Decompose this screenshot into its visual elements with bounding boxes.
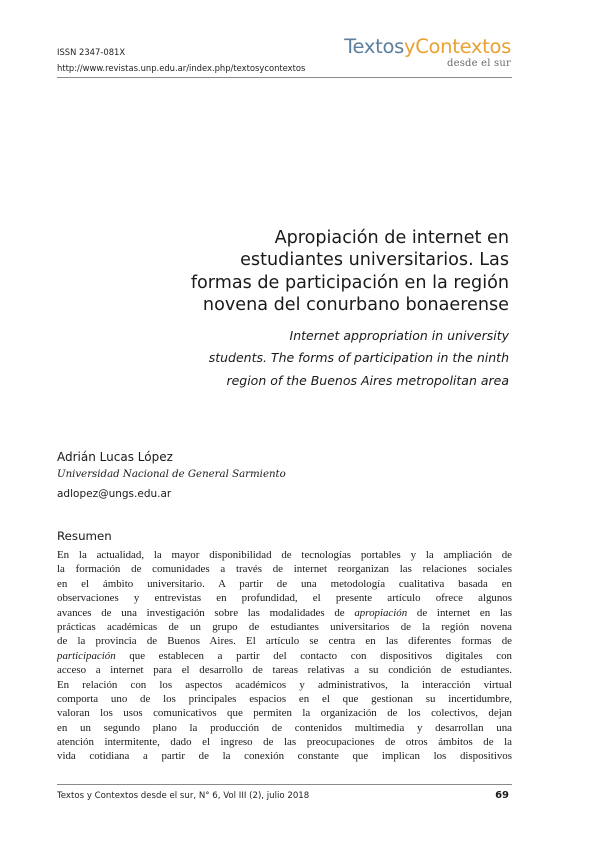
abstract-text: acceso a internet para el desarrollo de tareas relativas a su condición de estudiantes. — [57, 664, 512, 677]
abstract-text: que establecen a partir del contacto con dispositivos digitales con — [115, 649, 512, 662]
abstract-line — [57, 749, 512, 763]
abstract-heading: Resumen — [57, 529, 112, 543]
abstract-line — [57, 591, 512, 605]
abstract-text: vida cotidiana a partir de la conexión constante que implican los dispositivos — [57, 750, 512, 763]
title-en-line: region of the Buenos Aires metropolitan area — [226, 372, 509, 388]
abstract-line — [57, 548, 512, 562]
abstract-text: la formación de comunidades a través de internet reorganizan las relaciones sociales — [57, 563, 512, 576]
abstract-line — [57, 663, 512, 677]
abstract-text: prácticas académicas de un grupo de estudiantes universitarios de la región novena — [57, 620, 512, 633]
abstract-line — [57, 649, 512, 663]
abstract-text: En la actualidad, la mayor disponibilidad de tecnologías portables y la ampliación de — [57, 549, 512, 561]
abstract-emphasis: participación — [57, 649, 116, 662]
title-en-line: Internet appropriation in university — [289, 328, 509, 343]
issn: ISSN 2347-081X — [57, 47, 126, 57]
title-line: estudiantes universitarios. Las — [240, 250, 509, 271]
abstract-text: en un segundo plano la producción de contenidos multimedia y desarrollan una — [57, 721, 512, 734]
page-number: 69 — [495, 790, 509, 801]
abstract-line — [57, 634, 512, 648]
logo-part-textos: Textos — [344, 35, 404, 58]
footer-rule — [57, 784, 512, 785]
article-title — [89, 227, 509, 317]
title-line: Apropiación de internet en — [274, 228, 509, 248]
abstract-text: En relación con los aspectos académicos y administrativos, la interacción virtual — [57, 678, 512, 691]
journal-logo — [344, 37, 511, 57]
author-email[interactable]: adlopez@ungs.edu.ar — [57, 488, 172, 500]
abstract-text: atención intermitente, dado el ingreso de las preocupaciones de otros ámbitos de la — [57, 736, 512, 749]
abstract-emphasis: apropiación — [354, 606, 408, 619]
logo-part-y: y — [403, 35, 416, 58]
abstract-line — [57, 678, 512, 692]
title-en-line: students. The forms of participation in the ninth — [208, 350, 509, 366]
abstract-text: avances de una investigación sobre las modalidades de — [57, 606, 355, 619]
abstract-text: de internet en las — [407, 606, 512, 619]
title-line: novena del conurbano bonaerense — [202, 295, 509, 316]
journal-url[interactable]: http://www.revistas.unp.edu.ar/index.php/textosycontextos — [57, 63, 306, 73]
title-line: formas de participación en la región — [190, 272, 509, 293]
abstract-line — [57, 562, 512, 576]
abstract-line — [57, 577, 512, 591]
abstract-line — [57, 721, 512, 735]
abstract-line — [57, 706, 512, 720]
article-title-english — [89, 325, 509, 392]
header-rule — [57, 77, 512, 78]
abstract-text: en el ámbito universitario. A partir de una metodología cualitativa basada en — [57, 577, 512, 590]
logo-subtitle: desde el sur — [447, 58, 511, 69]
abstract-text: observaciones y entrevistas en profundidad, el presente artículo ofrece algunos — [57, 592, 512, 605]
abstract-body — [57, 548, 512, 764]
abstract-line — [57, 606, 512, 620]
abstract-text: comporta uno de los principales espacios en el que gestionan su incertidumbre, — [57, 692, 512, 705]
logo-part-contextos: Contextos — [415, 35, 511, 58]
author-affiliation: Universidad Nacional de General Sarmiento — [57, 469, 286, 480]
author-name: Adrián Lucas López — [57, 450, 173, 464]
footer-journal-info: Textos y Contextos desde el sur, N° 6, Vol III (2), julio 2018 — [57, 791, 310, 801]
abstract-text: de la provincia de Buenos Aires. El artículo se centra en las diferentes formas de — [57, 635, 512, 648]
abstract-line — [57, 735, 512, 749]
abstract-line — [57, 692, 512, 706]
abstract-line — [57, 620, 512, 634]
abstract-text: valoran los usos comunicativos que permiten la organización de los colectivos, dejan — [57, 707, 512, 720]
